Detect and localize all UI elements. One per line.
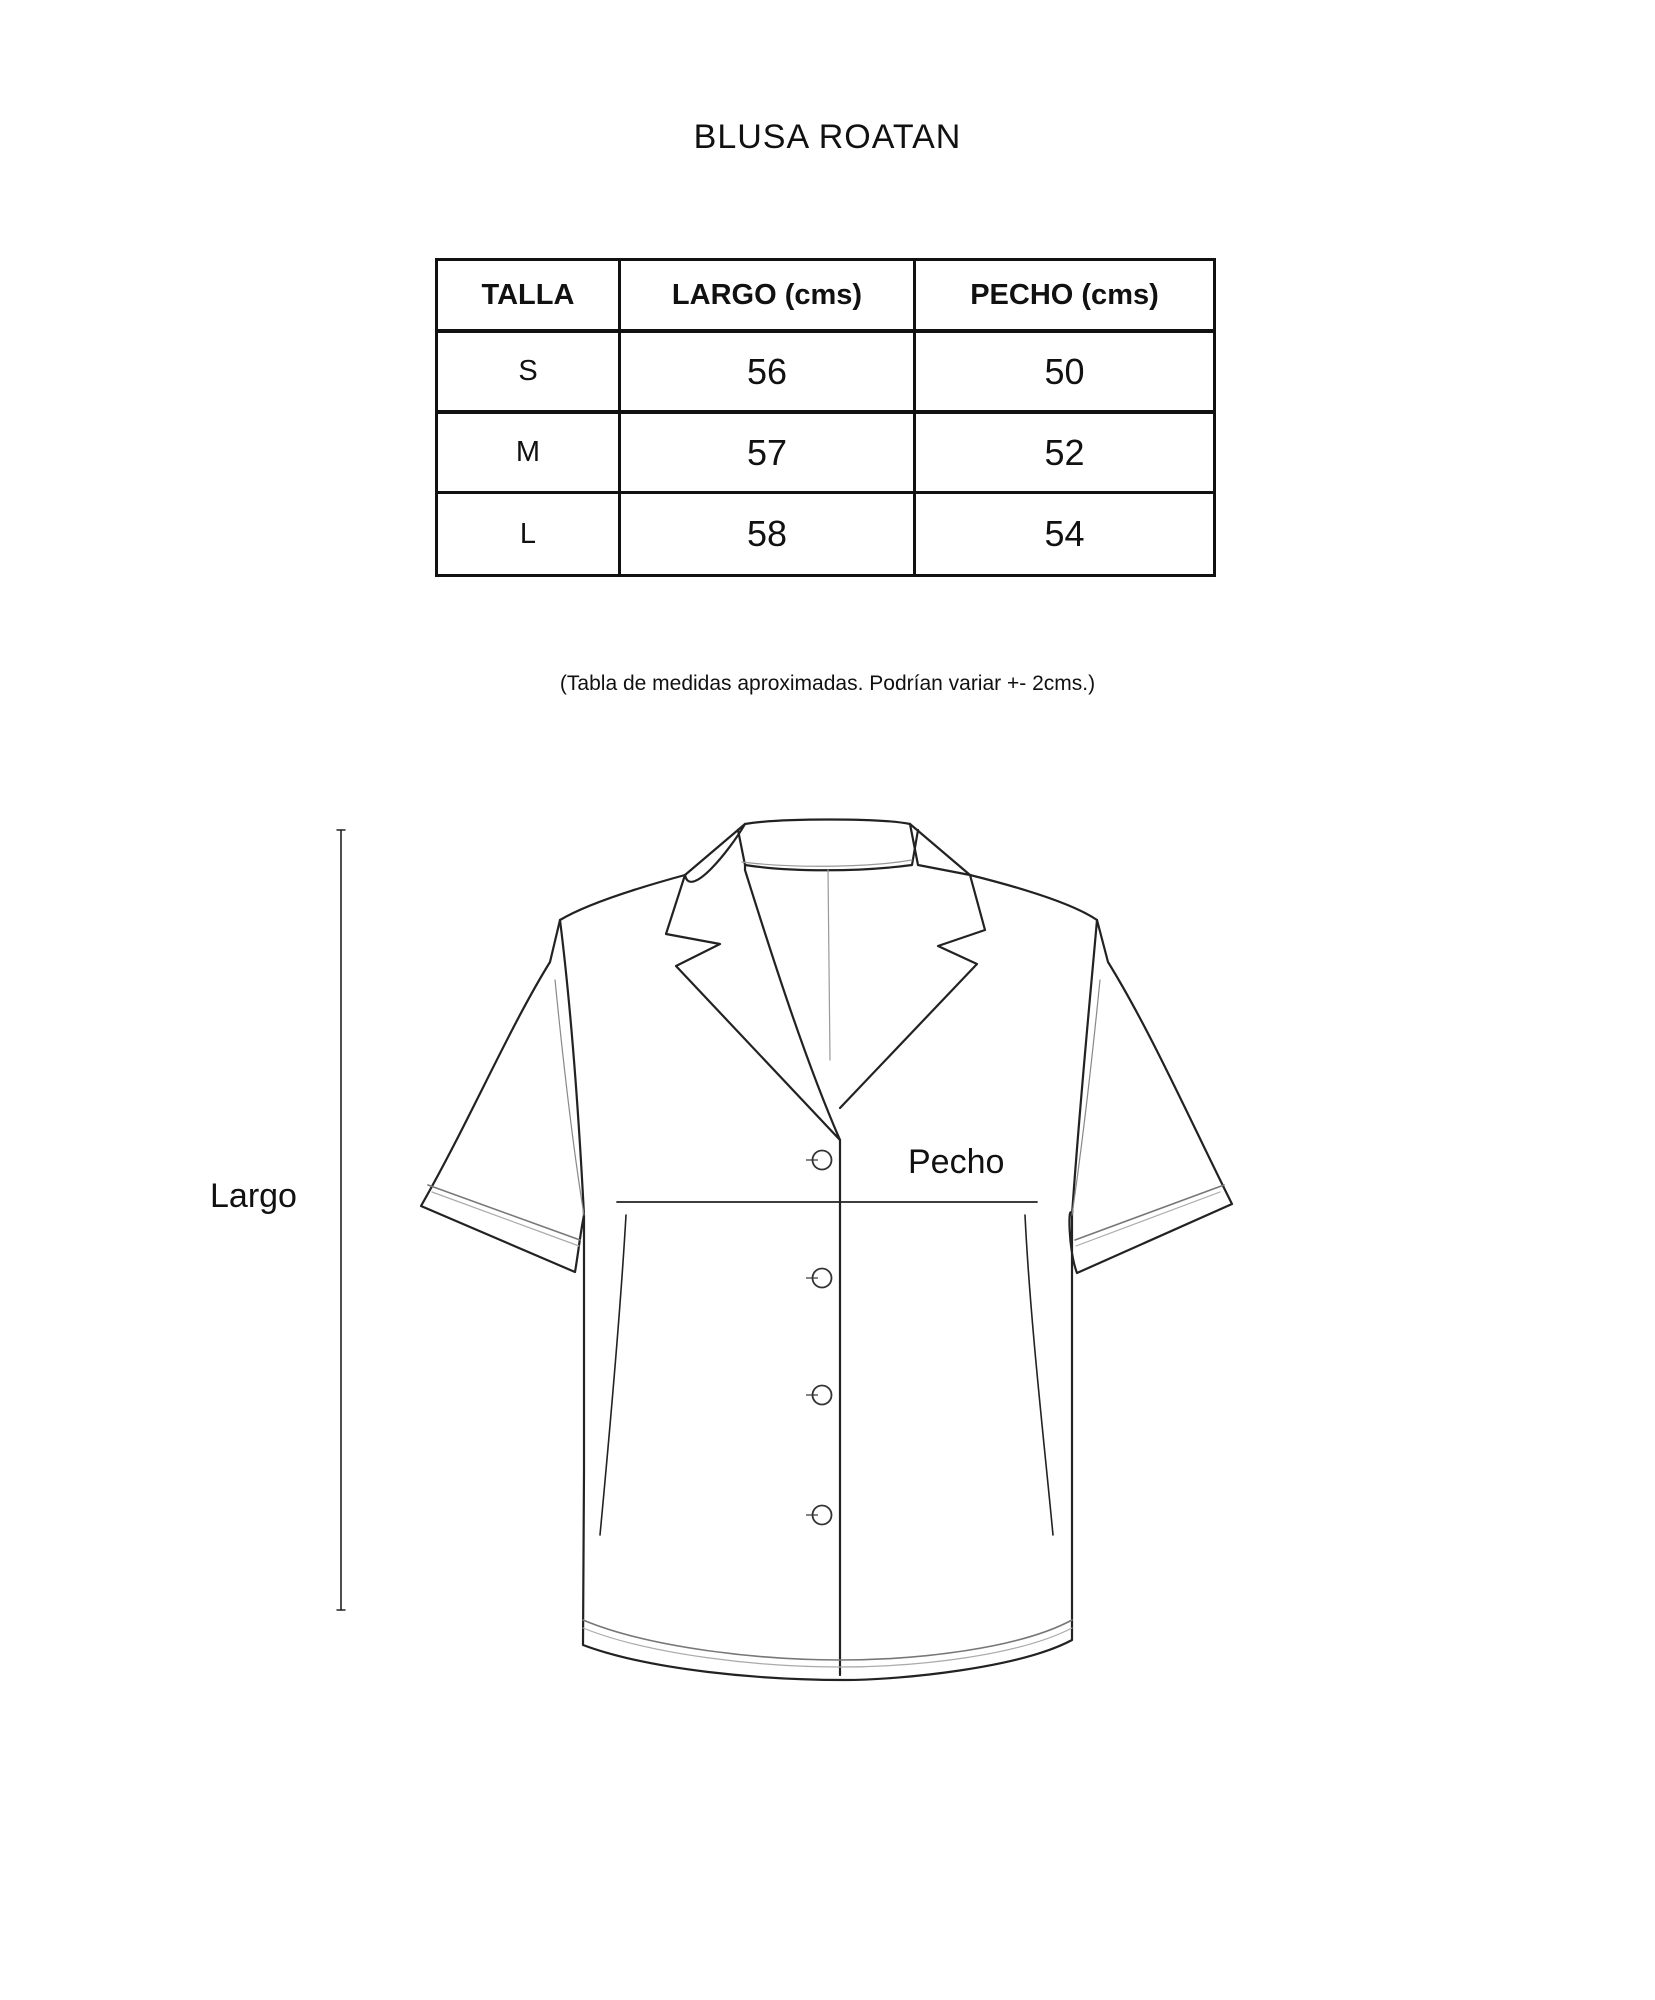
bottom-hem <box>583 1620 1072 1660</box>
page-title: BLUSA ROATAN <box>693 118 962 156</box>
shirt-outline <box>421 820 1232 1681</box>
size-cell: L <box>437 493 620 576</box>
left-sleeve-hem <box>428 1185 580 1240</box>
right-sleeve-hem <box>1075 1185 1224 1240</box>
measurement-note: (Tabla de medidas aproximadas. Podrían variar +- 2cms.) <box>559 672 1096 695</box>
bottom-hem-inner <box>583 1628 1072 1667</box>
size-cell: S <box>437 331 620 412</box>
left-armhole-seam <box>560 920 584 1215</box>
largo-label: Largo <box>210 1177 297 1215</box>
largo-cell: 58 <box>620 493 915 576</box>
right-lapel <box>840 824 985 1108</box>
right-armhole-seam <box>1072 920 1097 1215</box>
collar-back-inner <box>742 860 912 866</box>
back-center-line <box>828 870 830 1060</box>
right-front-dart <box>1025 1215 1053 1535</box>
size-cell: M <box>437 412 620 493</box>
header-largo: LARGO (cms) <box>620 260 915 332</box>
pecho-cell: 50 <box>915 331 1215 412</box>
left-lapel <box>666 824 840 1140</box>
largo-cell: 57 <box>620 412 915 493</box>
right-side-line <box>1072 980 1100 1215</box>
pecho-cell: 52 <box>915 412 1215 493</box>
pecho-label: Pecho <box>908 1143 1005 1181</box>
left-front-dart <box>600 1215 626 1535</box>
pecho-cell: 54 <box>915 493 1215 576</box>
header-pecho: PECHO (cms) <box>915 260 1215 332</box>
header-talla: TALLA <box>437 260 620 332</box>
largo-cell: 56 <box>620 331 915 412</box>
